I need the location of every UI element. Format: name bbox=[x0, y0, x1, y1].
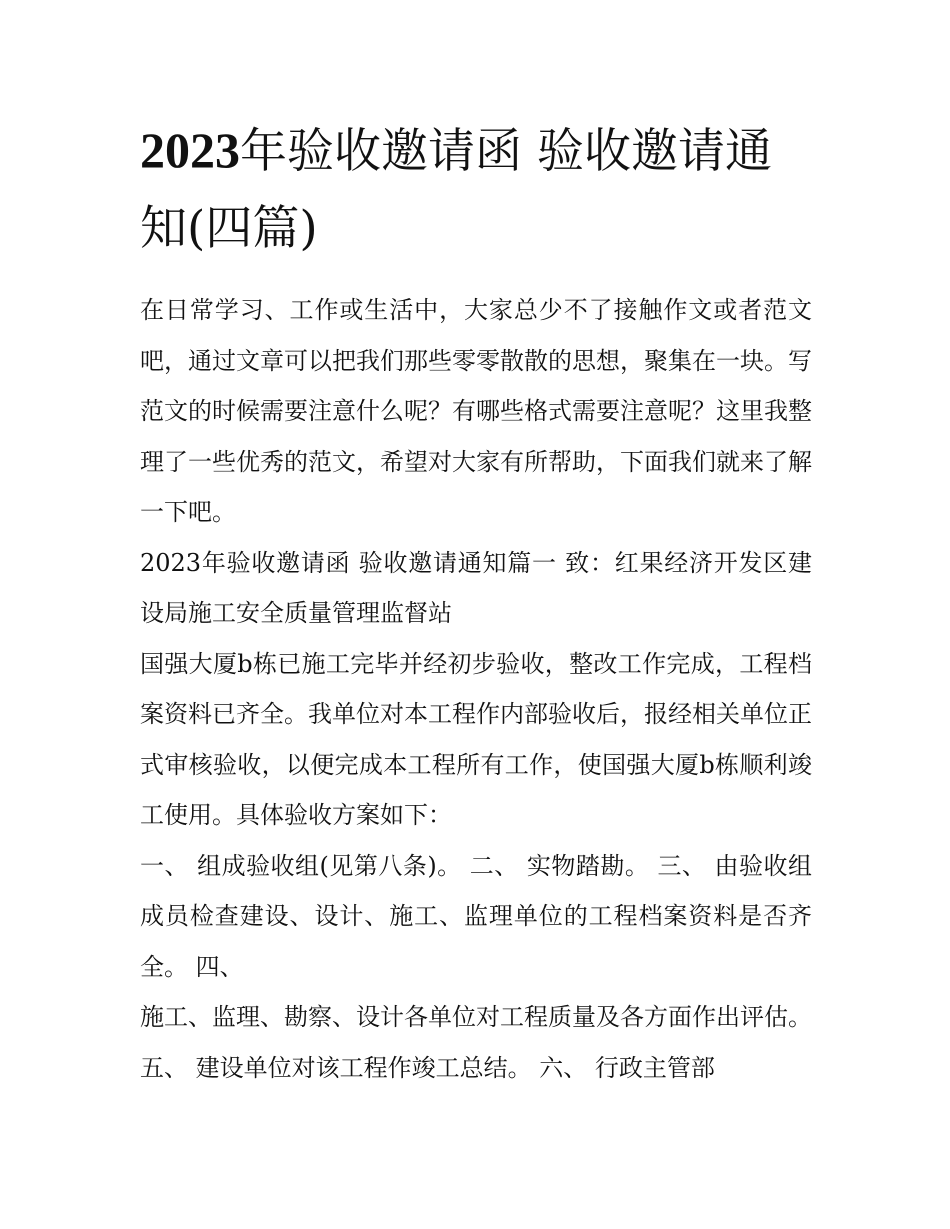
document-body bbox=[140, 285, 812, 1093]
body-paragraph: 国强大厦b栋已施工完毕并经初步验收，整改工作完成，工程档案资料已齐全。我单位对本工程作内部验收后，报经相关单位正式审核验收，以便完成本工程所有工作，使国强大厦b栋顺利竣工使用。具体验收方案如下： bbox=[140, 649, 812, 829]
title-text: 年验收邀请函 验收邀请通知(四篇) bbox=[140, 124, 772, 256]
intro-paragraph: 在日常学习、工作或生活中，大家总少不了接触作文或者范文吧，通过文章可以把我们那些零零散散的思想，聚集在一块。写范文的时候需要注意什么呢？有哪些格式需要注意呢？这里我整理了一些优秀的范文，希望对大家有所帮助，下面我们就来了解一下吧。 bbox=[140, 296, 812, 526]
list-paragraph-continued: 施工、监理、勘察、设计各单位对工程质量及各方面作出评估。 五、 建设单位对该工程作竣工总结。 六、 行政主管部 bbox=[140, 1003, 812, 1082]
section-heading-paragraph: 2023年验收邀请函 验收邀请通知篇一 致：红果经济开发区建设局施工安全质量管理监督站 bbox=[140, 548, 812, 627]
list-paragraph: 一、 组成验收组(见第八条)。 二、 实物踏勘。 三、 由验收组成员检查建设、设计、施工、监理单位的工程档案资料是否齐 全。 四、 bbox=[140, 851, 812, 981]
document-page bbox=[140, 112, 812, 1093]
title-year: 2023 bbox=[140, 122, 240, 178]
document-title bbox=[140, 112, 812, 267]
